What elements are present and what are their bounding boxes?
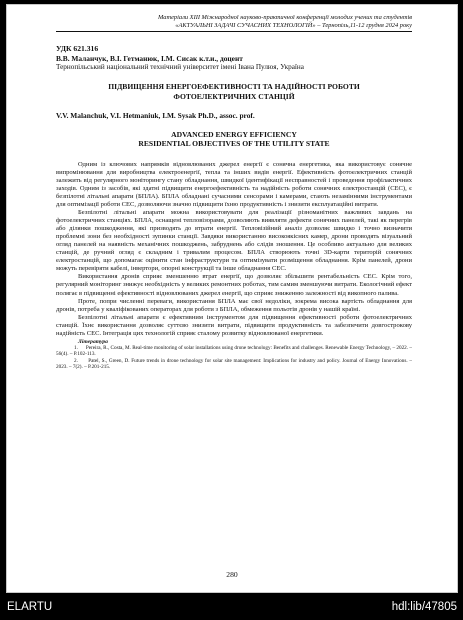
- conference-header-line2: «АКТУАЛЬНІ ЗАДАЧІ СУЧАСНИХ ТЕХНОЛОГІЙ» – Тернопіль,11-12 грудня 2024 року: [175, 22, 412, 30]
- authors-en: V.V. Malanchuk, V.I. Hetmaniuk, I.M. Sysak Ph.D., assoc. prof.: [56, 111, 255, 121]
- title-en: [56, 130, 412, 149]
- document-page: [6, 4, 458, 593]
- conference-header-line1: Матеріали XIII Міжнародної науково-практичної конференції молодих учених та студентів: [158, 14, 412, 21]
- footer-bar: [0, 600, 463, 620]
- udk-code: УДК 621.316: [56, 44, 99, 54]
- title-ua-line2: ФОТОЕЛЕКТРИЧНИХ СТАНЦІЙ: [173, 91, 295, 101]
- title-en-line2: RESIDENTIAL OBJECTIVES OF THE UTILITY STATE: [138, 139, 330, 149]
- conference-header: [56, 14, 412, 30]
- page-content: [56, 14, 412, 370]
- repository-name: ELARTU: [7, 601, 53, 613]
- title-ua-line1: ПІДВИЩЕННЯ ЕНЕРГОЕФЕКТИВНОСТІ ТА НАДІЙНОСТІ РОБОТИ: [108, 81, 360, 91]
- page-number: 280: [226, 570, 238, 579]
- paragraph: Безпілотні літальні апарати можна використовувати для реалізації різноманітних важливих завдань на фотоелектричних станціях. БПЛА, оснащені тепловізорами, дозволяють виявляти дефекти сонячних панелей, такі як перегрів або ділянки пошкодження, які призводять до втрати енергії. Тепловізійний аналіз дозволяє швидко і точно визначити проблемні зони без необхідності зупинки станції. Завдяки використанню високоякісних камер, дрони проводять візуальний огляд панелей на наявність механічних пошкоджень, забруднень або слідів зношення. Це особливо актуально для великих станцій, де ручний огляд є складним і тривалим процесом. БПЛА створюють точні 3D-карти територій сонячних електростанцій, що допомагає оцінити стан інфраструктури та оптимізувати розміщення обладнання. Крім панелей, дрони можуть перевіряти кабелі, інвертори, опорні конструкції та інше обладнання СЕС.: [56, 209, 412, 273]
- title-en-line1: ADVANCED ENERGY EFFICIENCY: [171, 129, 297, 139]
- header-divider: [56, 31, 412, 32]
- article-body: [56, 161, 412, 370]
- title-ua: [56, 82, 412, 101]
- paragraph: Безпілотні літальні апарати є ефективним інструментом для підвищення ефективності роботи фотоелектричних станцій. Їхнє використання дозволяє суттєво знизити витрати, підвищити продуктивність та забезпечити довгострокову надійність СЕС. Інтеграція цих технологій сприяє сталому розвитку відновлюваної енергетики.: [56, 313, 412, 337]
- affiliation: Тернопільський національний технічний університет імені Івана Пулюя, Україна: [56, 63, 304, 72]
- handle-identifier: hdl:lib/47805: [391, 601, 457, 613]
- reference-item: 2. Patel, S., Green, D. Future trends in drone technology for solar site management: Implications for industry and policy. Journal of Energy Innovations. – 2023. – 7(2). – P.201-215.: [56, 357, 412, 370]
- references-title: Література: [78, 338, 108, 345]
- paragraph: Використання дронів сприяє зменшенню втрат енергії, що дозволяє збільшити рентабельність СЕС. Крім того, регулярний моніторинг знижує необхідність у великих ремонтних роботах, тим самим зменшуючи витрати. Екологічний ефект полягає в підвищенні ефективності відновлюваних джерел енергії, що сприяє зниженню залежності від викопного палива.: [56, 273, 412, 297]
- authors-ua: В.В. Маланчук, В.І. Гетманюк, І.М. Сисак к.т.и., доцент: [56, 53, 243, 63]
- reference-item: 1. Pereira, R., Costa, M. Real-time monitoring of solar installations using drone technology: Benefits and challenges. Renewable Energy Technology, – 2022. –56(4). – P.102-113.: [56, 345, 412, 358]
- paragraph: Одним із ключових напрямків відновлюваних джерел енергії є сонячна енергетика, яка використовує сонячне випромінювання для виробництва електроенергії, тепла та інших видів енергії. Ефективність фотоелектричних станцій залежить від регулярного моніторингу стану обладнання, швидкої ідентифікації несправностей і проведення профілактичних заходів. Одним із засобів, які здатні підвищити енергоефективність та надійність роботи сонячних електростанцій (СЕС), є безпілотні літальні апарати (БПЛА). БПЛА обладнані сучасними сенсорами і камерами, стають незамінними інструментами для оптимізації роботи СЕС, дозволяючи значно підвищити їхню продуктивність і знизити експлуатаційні витрати.: [56, 160, 412, 209]
- paragraph: Проте, попри численні переваги, використання БПЛА має свої недоліки, зокрема висока вартість обладнання для дронів, потреба у кваліфікованих операторах для роботи з БПЛА, обмеження польотів дронів у нашій країні.: [56, 297, 412, 313]
